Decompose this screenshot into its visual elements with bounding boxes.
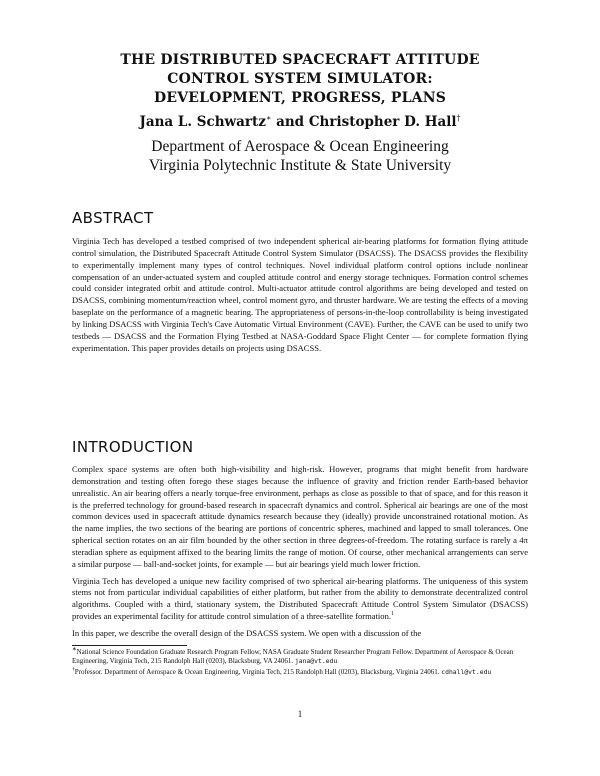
footnote-mark: ∗ <box>265 113 272 123</box>
abstract-body <box>72 236 528 359</box>
footnotes <box>72 648 528 678</box>
section-heading-abstract: ABSTRACT <box>72 209 154 227</box>
footnote-1 <box>72 648 528 667</box>
footnote-email: jana@vt.edu <box>294 657 338 666</box>
author-list <box>40 113 560 131</box>
body-paragraph <box>72 576 528 623</box>
paragraph-text: Virginia Tech has developed a unique new facility comprised of two spherical air-bearing platforms. The uniqueness of this system stems not from particular individual capabilities of either platform, but rather from the ability to demonstrate decentralized control algorithms. Coupled with a third, stationary system, the Distributed Spacecraft Attitude Control System Simulator (DSACSS) provides an experimental facility for attitude control simulation of a three-satellite formation. <box>72 575 528 622</box>
affiliation <box>40 137 560 175</box>
title-line-1: THE DISTRIBUTED SPACECRAFT ATTITUDE <box>120 52 480 68</box>
footnote-mark: † <box>456 113 461 123</box>
footnote-divider <box>72 645 187 646</box>
title-line-3: DEVELOPMENT, PROGRESS, PLANS <box>153 90 447 106</box>
page-number: 1 <box>297 709 303 719</box>
body-paragraph: Complex space systems are often both high-visibility and high-risk. However, programs that might benefit from hardware demonstration and testing often forego these stages because the influence of gravity and friction render Earth-based behavior unrealistic. An air bearing offers a nearly torque-free environment, perhaps as close as possible to that of space, and for this reason it is the preferred technology for ground-based research in spacecraft dynamics and control. Spherical air bearings are one of the most common devices used in spacecraft attitude dynamics research because they (ideally) provide unconstrained rotational motion. As the name implies, the two sections of the bearing are portions of concentric spheres, machined and lapped to small tolerances. One spherical section rotates on an air film bounded by the other section in three degrees-of-freedom. The rotating surface is rarely a 4π steradian sphere as equipment affixed to the bearing limits the range of motion. Of course, other mechanical arrangements can serve a similar purpose — ball-and-socket joints, for example — but air bearings yield much lower friction. <box>72 464 528 569</box>
footnote-mark: † <box>72 666 75 673</box>
footnote-text: Professor. Department of Aerospace & Ocean Engineering, Virginia Tech, 215 Randolph Hall (0203), Blacksburg, Virginia 24061. <box>74 667 440 676</box>
section-heading-introduction: INTRODUCTION <box>72 438 194 456</box>
introduction-body <box>72 464 528 645</box>
footnote-mark: ∗ <box>72 646 77 653</box>
author-name: Christopher D. Hall <box>308 114 457 130</box>
paper-title <box>40 51 560 108</box>
reference-mark: 1 <box>390 611 394 618</box>
abstract-paragraph: Virginia Tech has developed a testbed comprised of two independent spherical air-bearing platforms for formation flying attitude control simulation, the Distributed Spacecraft Attitude Control System Simulator (DSACSS). The DSACSS provides the flexibility to experimentally implement many types of control techniques. Novel individual platform control options include nonlinear compensation of an under-actuated system and coupled attitude control and energy storage techniques. Formation control schemes could consider integrated orbit and attitude control. Multi-actuator attitude control algorithms are being developed and tested on DSACSS, combining momentum/reaction wheel, control moment gyro, and thruster hardware. We are testing the effects of a moving baseplate on the performance of a magnetic bearing. The appropriateness of persons-in-the-loop controllability is being investigated by linking DSACSS with Virginia Tech's Cave Automatic Virtual Environment (CAVE). Further, the CAVE can be used to unify two testbeds — DSACSS and the Formation Flying Testbed at NASA-Goddard Space Flight Center — for complete formation flying experimentation. This paper provides details on projects using DSACSS. <box>72 236 528 353</box>
author-conjunction: and <box>276 114 305 130</box>
footnote-email: cdhall@vt.edu <box>441 667 492 676</box>
affiliation-department: Department of Aerospace & Ocean Engineering <box>151 138 449 155</box>
footnote-2 <box>72 668 528 677</box>
affiliation-institution: Virginia Polytechnic Institute & State University <box>148 157 452 174</box>
author-name: Jana L. Schwartz <box>139 114 266 130</box>
footnote-text: National Science Foundation Graduate Research Program Fellow, NASA Graduate Student Researcher Program Fellow. Department of Aerospace & Ocean Engineering, Virginia Tech, 215 Randolph Hall (0203), Blacksburg, VA 24061. <box>72 648 514 666</box>
title-line-2: CONTROL SYSTEM SIMULATOR: <box>167 71 433 87</box>
body-paragraph: In this paper, we describe the overall design of the DSACSS system. We open with a discussion of the <box>72 627 422 638</box>
